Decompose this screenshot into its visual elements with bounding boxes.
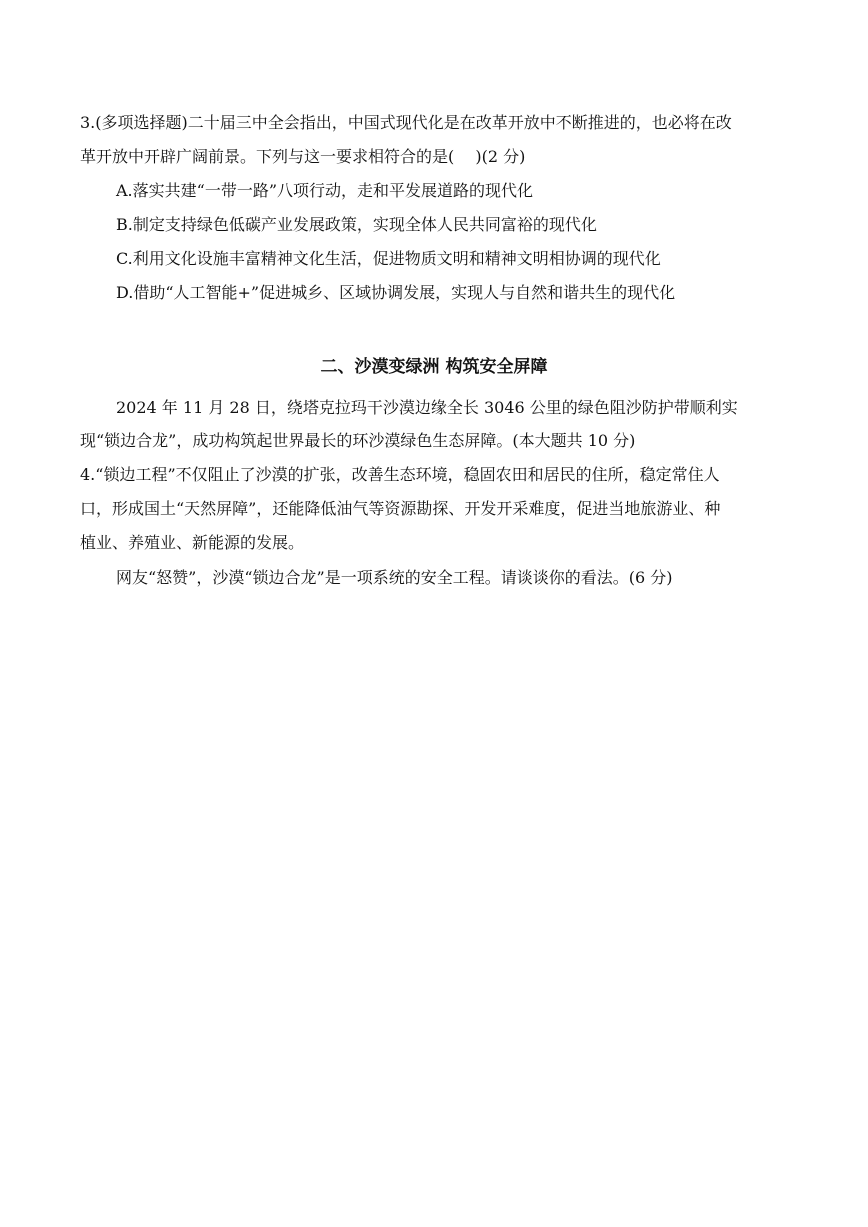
question3-stem-line2: 革开放中开辟广阔前景。下列与这一要求相符合的是( )(2 分) (80, 147, 526, 166)
question3-option-a: A.落实共建“一带一路”八项行动，走和平发展道路的现代化 (116, 181, 534, 200)
question3-option-c: C.利用文化设施丰富精神文化生活，促进物质文明和精神文明相协调的现代化 (116, 249, 661, 268)
section2-intro-line2: 现“锁边合龙”，成功构筑起世界最长的环沙漠绿色生态屏障。(本大题共 10 分) (80, 431, 636, 450)
question3-stem-line1: 3.(多项选择题)二十届三中全会指出，中国式现代化是在改革开放中不断推进的，也必将在改 (80, 113, 732, 132)
section2-intro-line1: 2024 年 11 月 28 日，绕塔克拉玛干沙漠边缘全长 3046 公里的绿色阻沙防护带顺利实 (116, 398, 738, 417)
question4-line2: 口，形成国土“天然屏障”，还能降低油气等资源勘探、开发开采难度，促进当地旅游业、种 (80, 499, 721, 518)
question4-line3: 植业、养殖业、新能源的发展。 (80, 533, 305, 552)
question3-option-d: D.借助“人工智能+”促进城乡、区域协调发展，实现人与自然和谐共生的现代化 (116, 283, 676, 302)
question4-line1: 4.“锁边工程”不仅阻止了沙漠的扩张，改善生态环境，稳固农田和居民的住所，稳定常住人 (80, 465, 720, 484)
question4-prompt: 网友“怒赞”，沙漠“锁边合龙”是一项系统的安全工程。请谈谈你的看法。(6 分) (116, 568, 673, 587)
section2-title: 二、沙漠变绿洲 构筑安全屏障 (320, 357, 548, 377)
question3-option-b: B.制定支持绿色低碳产业发展政策，实现全体人民共同富裕的现代化 (116, 215, 597, 234)
